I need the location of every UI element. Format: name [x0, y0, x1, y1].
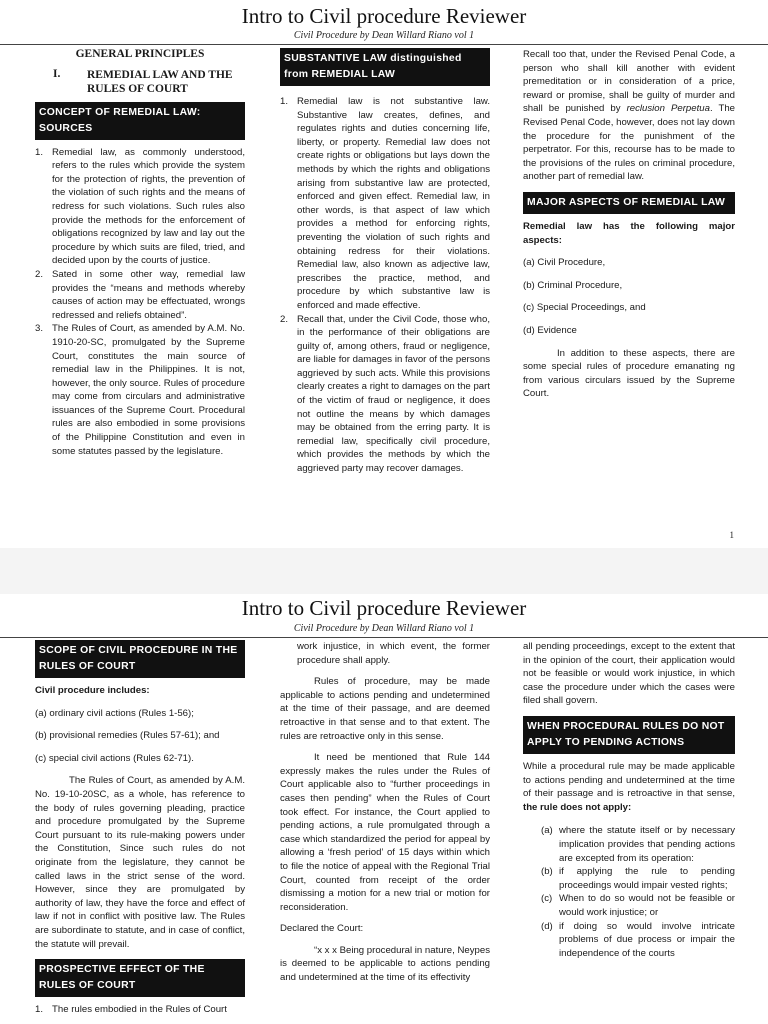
list-item — [35, 1003, 245, 1017]
paragraph-text: While a procedural rule may be made applicable to actions pending and undetermined at the time of their passage and is retroactive in that sense, — [523, 760, 735, 800]
list-item — [280, 95, 490, 313]
topic-header: CONCEPT OF REMEDIAL LAW: SOURCES — [35, 102, 245, 140]
column-2 — [280, 48, 490, 476]
list-item — [541, 824, 735, 865]
paragraph: “x x x Being procedural in nature, Neypes is deemed to be applicable to actions pending and undetermined at the time of its effectivity — [280, 944, 490, 984]
topic-header: PROSPECTIVE EFFECT OF THE RULES OF COURT — [35, 959, 245, 997]
header-divider — [0, 637, 768, 638]
item-number: 3. — [35, 323, 44, 335]
item-number: 1. — [35, 146, 44, 158]
item-text: When to do so would not be feasible or would work injustice; or — [559, 893, 735, 918]
list-item — [35, 268, 245, 322]
page-number: 1 — [729, 530, 734, 540]
paragraph: all pending proceedings, except to the extent that in the opinion of the court, their application would not be feasible or would work injustice, in which case the procedure under which the cases were filed shall govern. — [523, 641, 735, 707]
topic-header: MAJOR ASPECTS OF REMEDIAL LAW — [523, 192, 735, 214]
page-subtitle: Civil Procedure by Dean Willard Riano vol 1 — [293, 30, 475, 41]
column-3 — [523, 48, 735, 409]
numbered-list — [280, 95, 490, 476]
paragraph-text: Recall too that, under the Revised Penal Code, a person who shall kill another with evident premeditation or in consideration of a price, reward or promise, shall be guilty of murder and shall be punished by — [523, 49, 735, 115]
list-item — [541, 920, 735, 961]
aspect-item: (d) Evidence — [523, 324, 577, 336]
item-letter: (c) — [541, 893, 553, 905]
list-item: (a) ordinary civil actions (Rules 1-56); — [35, 707, 194, 719]
chapter-title: REMEDIAL LAW AND THE RULES OF COURT — [87, 68, 233, 95]
paragraph: Rules of procedure, may be made applicable to actions pending and undetermined at the time of their passage, and are deemed retroactive in that sense and to that extent. The rules are retroactive only in this sense. — [280, 676, 490, 742]
item-text: Recall that, under the Civil Code, those who, in the performance of their obligations are guilty of, among others, fraud or negligence, are liable for damages in favor of the persons aggrieved by such acts. While this provisions clearly creates a right to damages on the part of the victim of fraud or negligence, it does not outline the means by which damages may be obtained from the erring party. It is remedial law, specifically civil procedure, which provides the methods by which the aggrieved party may recover damages. — [297, 313, 490, 475]
list-item: (b) provisional remedies (Rules 57-61); and — [35, 730, 220, 742]
item-letter: (b) — [541, 866, 553, 878]
header-divider — [0, 44, 768, 45]
page-subtitle: Civil Procedure by Dean Willard Riano vol 1 — [293, 623, 475, 634]
topic-header: WHEN PROCEDURAL RULES DO NOT APPLY TO PENDING ACTIONS — [523, 716, 735, 754]
item-letter: (d) — [541, 920, 553, 932]
item-text: The Rules of Court, as amended by A.M. No. 1910-20-SC, promulgated by the Supreme Court, constitutes the main source of remedial law in the Philippines. It is not, however, the only source. Rules of procedure may come from circulars and administrative issuances of the Supreme Court. Procedural rules are also embodied in some provisions of the Philippine Constitution and even in some statutes passed by the legislature. — [52, 323, 245, 457]
list-item — [35, 146, 245, 268]
column-1 — [35, 640, 245, 1017]
list-item — [541, 865, 735, 892]
paragraph: work injustice, in which event, the former procedure shall apply. — [297, 641, 490, 666]
paragraph: Declared the Court: — [280, 923, 364, 935]
aspect-item: (a) Civil Procedure, — [523, 257, 606, 269]
item-text: if doing so would involve intricate problems of due process or impair the independence of the courts — [559, 920, 735, 959]
aspect-item: (c) Special Proceedings, and — [523, 302, 646, 314]
list-item — [541, 892, 735, 919]
section-heading: GENERAL PRINCIPLES — [75, 48, 205, 60]
list-item — [280, 313, 490, 476]
item-number: 2. — [35, 268, 44, 280]
paragraph: The Rules of Court, as amended by A.M. No. 19-10-20SC, as a whole, has reference to the body of rules governing pleading, practice and procedure promulgated by the Supreme Court pursuant to its rule-making powers under the Constitution, Since such rules do not originate from the legislature, they cannot be called laws in the strict sense of the word. However, since they are promulgated by authority of law, they have the force and effect of law if not in conflict with positive law. The Rules are subordinate to statute, and in case of conflict, the statute will prevail. — [35, 775, 245, 950]
column-2 — [280, 640, 490, 993]
paragraph — [523, 760, 735, 814]
page-title: Intro to Civil procedure Reviewer — [241, 4, 527, 28]
item-letter: (a) — [541, 825, 553, 837]
numbered-list — [35, 1003, 245, 1017]
item-text: if applying the rule to pending proceedings would impair vested rights; — [559, 866, 735, 891]
lead-text: Remedial law has the following major aspects: — [523, 220, 735, 246]
item-number: 1. — [280, 96, 289, 107]
lead-text: Civil procedure includes: — [35, 685, 150, 696]
document-page-2 — [0, 594, 768, 1024]
item-number: 1. — [35, 1004, 44, 1016]
topic-header: SUBSTANTIVE LAW distinguished from REMEDIAL LAW — [280, 48, 490, 86]
item-text: The rules embodied in the Rules of Court — [52, 1004, 227, 1016]
emphasis-text: reclusion Perpetua — [626, 103, 710, 115]
item-number: 2. — [280, 313, 289, 325]
paragraph: It need be mentioned that Rule 144 expressly makes the rules under the Rules of Court applicable also to “further proceedings in cases then pending” when the Rules of Court took effect. For instance, the Court applied to pending actions, a rule promulgated through a case which standardized the period for appeal by allowing a ‘fresh period’ of 15 days within which to file the notice of appeal with the Regional Trial Court, counted from receipt of the order dismissing a motion for a new trial or motion for reconsideration. — [280, 752, 490, 913]
column-1 — [35, 48, 245, 458]
page-title: Intro to Civil procedure Reviewer — [241, 596, 527, 620]
item-text: Sated in some other way, remedial law provides the “means and methods whereby causes of action may be effectuated, wrongs redressed and reliefs obtained”. — [52, 268, 245, 321]
item-text: Remedial law, as commonly understood, refers to the rules which provide the system for the protection of rights, the prevention of the violation of such rights and the means of redress for such violations. Such rules also provide the methods for the enforcement of obligations recognized by law and lay out the procedure by which suits are filed, tried, and decided upon by the courts of justice. — [52, 146, 245, 267]
list-item: (c) special civil actions (Rules 62-71). — [35, 752, 194, 764]
item-text: where the statute itself or by necessary implication provides that pending actions are excepted from its operation: — [559, 825, 735, 864]
paragraph-text: . The Revised Penal Code, however, does not lay down the procedure for the punishment of the perpetrator. For this, recourse has to be made to the provisions of the rules on criminal procedure, another part of remedial law. — [523, 103, 735, 183]
roman-numeral: I. — [53, 67, 61, 80]
page-gap — [0, 548, 768, 594]
exceptions-list — [523, 824, 735, 960]
numbered-list — [35, 146, 245, 459]
item-text: Remedial law is not substantive law. Substantive law creates, defines, and regulates rights and duties concerning life, liberty, or property. Remedial law does not create rights or obligations but lays down the methods by which the rights and obligations arising from substantive law are protected, enforced and given effect. Remedial law, in other words, is that aspect of law which provides a method for enforcing rights, preventing the violation of such rights and obtaining redress for their violations. Remedial law, also known as adjective law, prescribes the practice, method, and procedure by which substantive law is enforced and made effective. — [297, 96, 490, 311]
topic-header: SCOPE OF CIVIL PROCEDURE IN THE RULES OF COURT — [35, 640, 245, 678]
paragraph — [523, 48, 735, 184]
list-item — [35, 322, 245, 458]
chapter-heading — [35, 68, 245, 96]
aspect-item: (b) Criminal Procedure, — [523, 279, 623, 291]
column-3 — [523, 640, 735, 960]
paragraph: In addition to these aspects, there are some special rules of procedure emanating ng from various circulars issued by the Supreme Court. — [523, 347, 735, 400]
bold-text: the rule does not apply: — [523, 801, 632, 813]
